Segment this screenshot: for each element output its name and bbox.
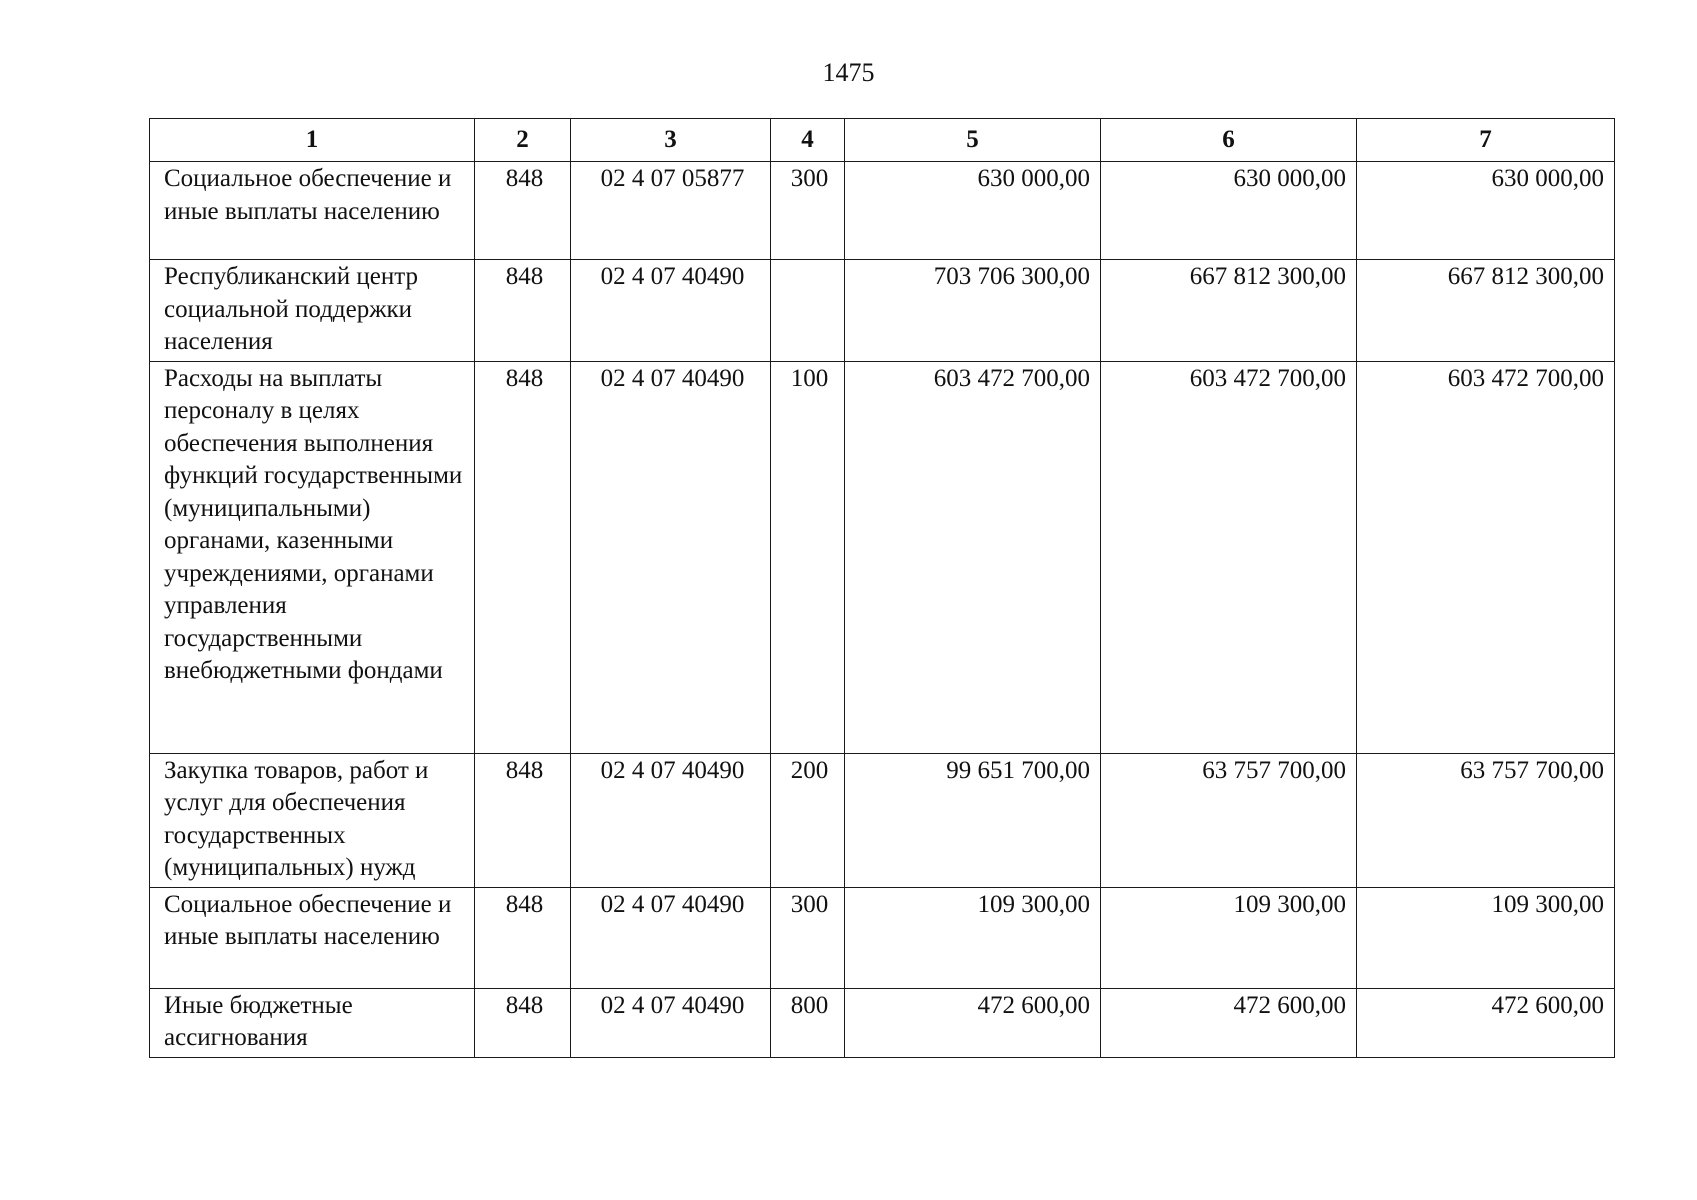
row-value-col5: 99 651 700,00 xyxy=(845,753,1101,887)
row-value-col7: 667 812 300,00 xyxy=(1357,260,1615,362)
column-header: 3 xyxy=(571,119,771,162)
row-value-col5: 109 300,00 xyxy=(845,887,1101,988)
row-type: 100 xyxy=(771,361,845,753)
row-article: 02 4 07 40490 xyxy=(571,887,771,988)
row-value-col7: 109 300,00 xyxy=(1357,887,1615,988)
row-value-col6: 667 812 300,00 xyxy=(1101,260,1357,362)
row-value-col5: 703 706 300,00 xyxy=(845,260,1101,362)
row-name: Иные бюджетные ассигнования xyxy=(150,988,475,1057)
row-value-col5: 603 472 700,00 xyxy=(845,361,1101,753)
row-name: Расходы на выплаты персоналу в целях обеспечения выполнения функций государственными (муниципальными) органами, казенными учреждениями, органами управления государственными внебюджетными фондами xyxy=(150,361,475,753)
row-code: 848 xyxy=(475,361,571,753)
row-value-col5: 630 000,00 xyxy=(845,162,1101,260)
row-value-col7: 603 472 700,00 xyxy=(1357,361,1615,753)
table-row xyxy=(150,361,1615,753)
budget-table xyxy=(149,118,1615,1058)
row-value-col7: 630 000,00 xyxy=(1357,162,1615,260)
row-code: 848 xyxy=(475,988,571,1057)
column-header: 2 xyxy=(475,119,571,162)
row-article: 02 4 07 05877 xyxy=(571,162,771,260)
row-value-col6: 603 472 700,00 xyxy=(1101,361,1357,753)
page-number: 1475 xyxy=(822,58,875,87)
column-header: 4 xyxy=(771,119,845,162)
table-row xyxy=(150,887,1615,988)
row-type xyxy=(771,260,845,362)
row-code: 848 xyxy=(475,887,571,988)
table-header-row xyxy=(150,119,1615,162)
row-name: Закупка товаров, работ и услуг для обеспечения государственных (муниципальных) нужд xyxy=(150,753,475,887)
row-value-col5: 472 600,00 xyxy=(845,988,1101,1057)
table-row xyxy=(150,260,1615,362)
row-name: Социальное обеспечение и иные выплаты населению xyxy=(150,887,475,988)
row-value-col6: 630 000,00 xyxy=(1101,162,1357,260)
column-header: 1 xyxy=(150,119,475,162)
row-code: 848 xyxy=(475,753,571,887)
row-type: 200 xyxy=(771,753,845,887)
column-header: 6 xyxy=(1101,119,1357,162)
row-value-col6: 63 757 700,00 xyxy=(1101,753,1357,887)
row-name: Социальное обеспечение и иные выплаты населению xyxy=(150,162,475,260)
row-type: 800 xyxy=(771,988,845,1057)
column-header: 7 xyxy=(1357,119,1615,162)
row-type: 300 xyxy=(771,887,845,988)
row-code: 848 xyxy=(475,260,571,362)
row-value-col7: 63 757 700,00 xyxy=(1357,753,1615,887)
row-value-col6: 472 600,00 xyxy=(1101,988,1357,1057)
table-row xyxy=(150,753,1615,887)
row-name: Республиканский центр социальной поддержки населения xyxy=(150,260,475,362)
row-value-col7: 472 600,00 xyxy=(1357,988,1615,1057)
row-article: 02 4 07 40490 xyxy=(571,988,771,1057)
table-row xyxy=(150,988,1615,1057)
row-code: 848 xyxy=(475,162,571,260)
row-type: 300 xyxy=(771,162,845,260)
column-header: 5 xyxy=(845,119,1101,162)
row-value-col6: 109 300,00 xyxy=(1101,887,1357,988)
row-article: 02 4 07 40490 xyxy=(571,361,771,753)
row-article: 02 4 07 40490 xyxy=(571,260,771,362)
table-row xyxy=(150,162,1615,260)
row-article: 02 4 07 40490 xyxy=(571,753,771,887)
